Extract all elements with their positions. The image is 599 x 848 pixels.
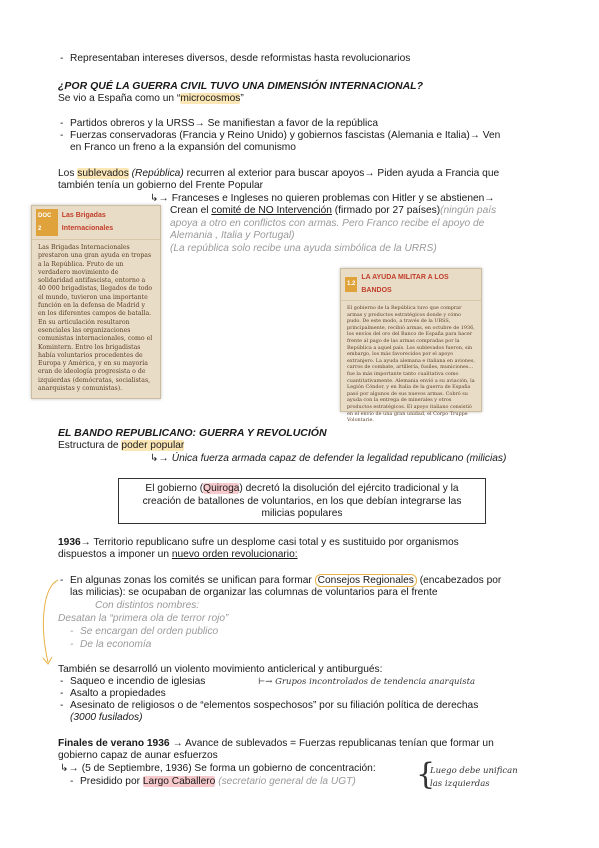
highlight-consejos-regionales: Consejos Regionales	[315, 574, 417, 587]
text: (secretario general de la UGT)	[215, 776, 356, 787]
scan-text: Las Brigadas Internacionales prestaron una gran ayuda en tropas a la República. Fruto de un verdadero movimiento de solidaridad antifascista, entorno a 40 000 brigadistas, llegados de todo el mundo, tuvieron una importante función en la defensa de Madrid y en los diferentes campos de batalla. En su articulación resultaron esenciales las organizaciones comunistas internacionales, como el Komintern. Entre los brigadistas había voluntarios procedentes de Europa y América, y en su mayoría eran de ideología progresista o de izquierdas (demócratas, socialistas, anarquistas y comunistas).	[38, 244, 153, 393]
bullet-line-intereses: - Representaban intereses diversos, desde reformistas hasta revolucionarios	[60, 53, 411, 64]
bullet-asalto: - Asalto a propiedades	[60, 688, 166, 699]
bullet-fuerzas-cont: en Franco un freno a la expansión del comunismo	[70, 142, 296, 153]
year-label: 1936	[58, 537, 81, 548]
text: Se vio a España como un “	[58, 93, 181, 104]
paragraph-finales-cont: gobierno capaz de aunar esfuerzos	[58, 750, 218, 761]
text: ”	[240, 93, 244, 104]
intro-microcosmos	[58, 93, 244, 106]
paragraph-1936-cont	[58, 549, 298, 562]
scan-title: Las Brigadas Internacionales	[61, 212, 114, 232]
unica-fuerza	[150, 453, 506, 466]
anticlerical: También se desarrolló un violento movimiento anticlerical y antiburgués:	[58, 664, 383, 675]
bullet-asesinato: - Asesinato de religiosos o de “elementos sospechosos” por su filiación política de derechas	[60, 700, 479, 711]
scan-ayuda-militar	[340, 268, 482, 424]
scan-title: LA AYUDA MILITAR A LOS BANDOS	[361, 274, 449, 294]
text: Finales de verano 1936	[58, 738, 170, 749]
text: recurren al exterior para buscar apoyos	[183, 168, 365, 179]
gray-note-3: (La república solo recibe una ayuda simbólica de la URRS)	[170, 243, 437, 254]
text: Asesinato de religiosos o de “elementos sospechosos” por su filiación política de derechas	[70, 700, 479, 711]
arrow-icon: ⊢→	[258, 677, 276, 687]
text: Fuerzas conservadoras (Francia y Reino Unido) y gobiernos fascistas (Alemania e Italia)	[70, 130, 470, 141]
doc-tag: DOC 2	[36, 209, 58, 236]
text: Crean el	[170, 205, 212, 216]
text: Franceses e Ingleses no quieren problemas con Hitler y se abstienen	[171, 193, 485, 204]
paragraph-sublevados-cont: también tenía un gobierno del Frente Popular	[58, 180, 264, 191]
highlight-largo-caballero: Largo Caballero	[142, 776, 216, 787]
bullet-urss: - Partidos obreros y la URSS→ Se manifiestan a favor de la república	[60, 118, 379, 129]
highlight-sublevados: sublevados	[77, 168, 129, 179]
bullet-consejos: - En algunas zonas los comités se unifican para formar Consejos Regionales (encabezados por	[60, 575, 502, 586]
text: Territorio republicano sufre un desplome casi total y es sustituido por organismos	[90, 537, 459, 548]
box-line-3: milicias populares	[261, 508, 343, 519]
text: Ven	[479, 130, 501, 141]
paragraph-finales	[58, 738, 494, 751]
bullet-fuerzas: - Fuerzas conservadoras (Francia y Reino Unido) y gobiernos fascistas (Alemania e Italia)→ Ven	[60, 130, 501, 141]
highlight-poder-popular: poder popular	[121, 440, 185, 451]
bullet-presidido: - Presidido por Largo Caballero (secretario general de la UGT)	[70, 776, 356, 787]
gray-note-2: Alemania , Italia y Portugal)	[170, 230, 295, 241]
doc-tag: 1.2	[345, 277, 357, 292]
handwritten-grupos	[258, 676, 475, 689]
text: ) decretó la disolución del ejército tradicional y la	[239, 483, 459, 494]
paragraph-sublevados	[58, 168, 499, 181]
arrow-icon: ↳→	[150, 453, 169, 464]
section-title-republicano: EL BANDO REPUBLICANO: GUERRA Y REVOLUCIÓN	[58, 427, 327, 439]
text: nuevo orden revolucionario:	[171, 549, 298, 560]
estructura-poder	[58, 440, 184, 453]
text: Avance de sublevados = Fuerzas republicanas tenían que formar un	[182, 738, 494, 749]
arrow-icon: →	[364, 168, 375, 179]
text: Se manifiestan a favor de la república	[204, 118, 379, 129]
section-title-internacional: ¿POR QUÉ LA GUERRA CIVIL TUVO UNA DIMENSIÓN INTERNACIONAL?	[58, 80, 423, 92]
arrow-icon: →	[194, 118, 205, 129]
text: Se encargan del orden publico	[80, 626, 219, 637]
paragraph-1936	[58, 537, 459, 550]
arrow-icon: →	[469, 130, 480, 141]
text: Estructura de	[58, 440, 122, 451]
arrow-icon: ↳→	[150, 193, 169, 204]
arrow-icon: →	[172, 738, 183, 749]
text: (firmado por 27 países)	[331, 205, 441, 216]
text: (5 de Septiembre, 1936) Se forma un gobierno de concentración:	[81, 763, 376, 774]
text: (República)	[128, 168, 184, 179]
box-line-1	[127, 483, 477, 496]
highlight-quiroga: Quiroga	[203, 483, 240, 494]
brace-icon: {	[416, 757, 436, 792]
gray-terror: Desatan la “primera ola de terror rojo”	[58, 613, 229, 624]
text: dispuestos a imponer un	[58, 549, 172, 560]
gray-nombres: Con distintos nombres:	[95, 600, 200, 611]
text: Piden ayuda a Francia que	[374, 168, 500, 179]
text: De la economía	[80, 639, 152, 650]
handwritten-izquierdas: las izquierdas	[430, 779, 490, 789]
gray-orden: - Se encargan del orden publico	[70, 626, 219, 637]
text: Saqueo e incendio de iglesias	[70, 676, 206, 687]
gray-note-1: apoya a otro en conflictos con armas. Pero Franco recibe el apoyo de	[170, 218, 485, 229]
sub-franceses	[150, 193, 495, 206]
text: Partidos obreros y la URSS	[70, 118, 195, 129]
text: (encabezados por	[416, 575, 502, 586]
fusilados: (3000 fusilados)	[70, 712, 143, 723]
handwritten-luego: Luego debe unifican	[430, 766, 518, 776]
text: Grupos incontrolados de tendencia anarquista	[275, 677, 476, 687]
gray-economia: - De la economía	[70, 639, 152, 650]
curved-arrow-icon	[36, 578, 62, 670]
text: Los	[58, 168, 78, 179]
scan-text: El gobierno de la República tuvo que comprar armas y productos estratégicos donde y cómo pudo. De este modo, a través de la URSS, principalmente, recibió armas, en octubre de 1936, los envíos del oro del Banco de España para hacer frente al pago de las armas compradas por la República a aquel país. Los sublevados fueron, sin embargo, los más favorecidos por el apoyo extranjero. La ayuda alemana e italiana en aviones, carros de combate, artillería, fusiles, municiones... fue la más importante tanto cualitativa como cuantitativamente. Alemania envió a su aviación, la Legión Cóndor, y en Italia de la guerra de España pasó por algunos de sus nuevos armas. Cobró su ayuda con la entrega de minerales y otros productos estratégicos. El apoyo italiano consistió en el envío de una gran unidad, el Corpo Truppe Volontarie.	[347, 305, 475, 424]
text: El gobierno (	[145, 483, 204, 494]
highlight-microcosmos: microcosmos	[180, 93, 241, 104]
box-line-2: creación de batallones de voluntarios, en los que debían integrarse las	[142, 495, 462, 507]
text: Asalto a propiedades	[70, 688, 166, 699]
text: Única fuerza armada capaz de defender la legalidad republicano (milicias)	[171, 453, 507, 464]
text: En algunas zonas los comités se unifican para formar	[70, 575, 315, 586]
arrow-icon: →	[80, 537, 91, 548]
text: Representaban intereses diversos, desde reformistas hasta revolucionarios	[70, 53, 411, 64]
text: Presidido por	[80, 776, 143, 787]
text: (ningún país	[440, 205, 497, 216]
scan-brigadas-internacionales	[31, 205, 161, 399]
box-quiroga	[118, 478, 486, 524]
sub-concentracion	[60, 763, 376, 776]
bullet-consejos-cont: las milicias): se ocupaban de organizar las columnas de voluntarios para el frente	[70, 587, 438, 598]
text: comité de NO Intervención	[211, 205, 332, 216]
bullet-saqueo: - Saqueo e incendio de iglesias	[60, 676, 206, 687]
arrow-icon: →	[484, 193, 495, 204]
sub-comite	[170, 205, 496, 218]
arrow-icon: ↳→	[60, 763, 79, 774]
